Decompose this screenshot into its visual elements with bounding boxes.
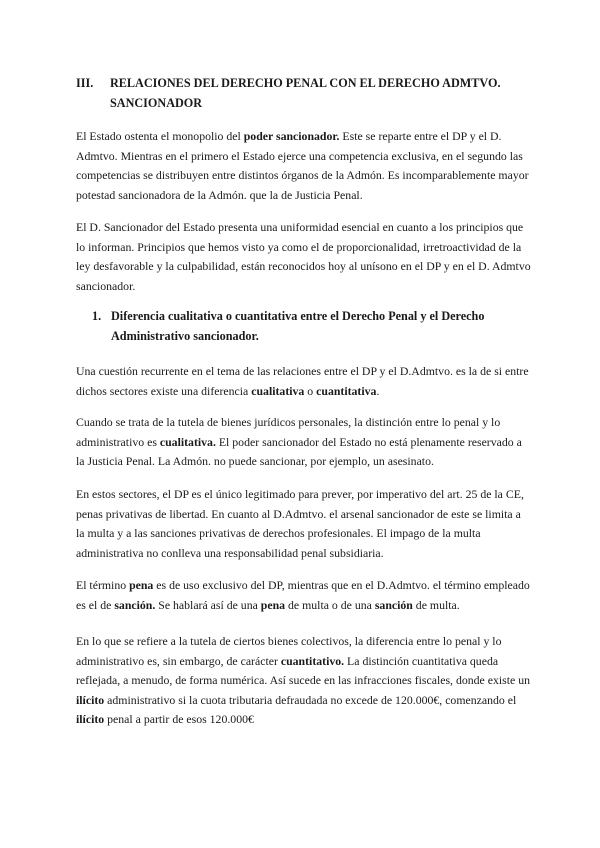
paragraph: Una cuestión recurrente en el tema de las relaciones entre el DP y el D.Admtvo. es la de si entre dichos sectores existe una diferencia cualitativa o cuantitativa. xyxy=(76,364,529,398)
section-title: RELACIONES DEL DERECHO PENAL CON EL DERECHO ADMTVO. SANCIONADOR xyxy=(110,76,501,110)
subsection-number: 1. xyxy=(92,309,102,323)
paragraph: El término pena es de uso exclusivo del DP, mientras que en el D.Admtvo. el término empleado es el de sanción. Se hablará así de una pena de multa o de una sanción de multa. xyxy=(76,578,530,612)
subsection-title: Diferencia cualitativa o cuantitativa entre el Derecho Penal y el Derecho Administrativo sancionador. xyxy=(111,309,485,343)
section-number: III. xyxy=(76,76,94,90)
paragraph: El D. Sancionador del Estado presenta una uniformidad esencial en cuanto a los principios que lo informan. Principios que hemos visto ya como el de proporcionalidad, irretroactividad de la ley desfavorable y la culpabilidad, están reconocidos hoy al unísono en el DP y en el D. Admtvo sancionador. xyxy=(76,220,531,293)
section-heading xyxy=(76,73,536,113)
paragraph: En estos sectores, el DP es el único legitimado para prever, por imperativo del art. 25 de la CE, penas privativas de libertad. En cuanto al D.Admtvo. el arsenal sancionador de este se limita a la multa y a las sanciones privativas de derechos profesionales. El impago de la multa administrativa no conlleva una responsabilidad penal subsidiaria. xyxy=(76,487,524,560)
paragraph: El Estado ostenta el monopolio del poder sancionador. Este se reparte entre el DP y el D. Admtvo. Mientras en el primero el Estado ejerce una competencia exclusiva, en el segundo las competencias se distribuyen entre distintos órganos de la Admón. Es incomparablemente mayor potestad sancionadora de la Admón. que la de Justicia Penal. xyxy=(76,129,529,202)
paragraph: Cuando se trata de la tutela de bienes jurídicos personales, la distinción entre lo penal y lo administrativo es cualitativa. El poder sancionador del Estado no está plenamente reservado a la Justicia Penal. La Admón. no puede sancionar, por ejemplo, un asesinato. xyxy=(76,415,522,469)
subsection-heading xyxy=(92,306,522,346)
paragraph: En lo que se refiere a la tutela de ciertos bienes colectivos, la diferencia entre lo penal y lo administrativo es, sin embargo, de carácter cuantitativo. La distinción cuantitativa queda reflejada, a menudo, de forma numérica. Así sucede en las infracciones fiscales, donde existe un ilícito administrativo si la cuota tributaria defraudada no excede de 120.000€, comenzando el ilícito penal a partir de esos 120.000€ xyxy=(76,634,531,727)
